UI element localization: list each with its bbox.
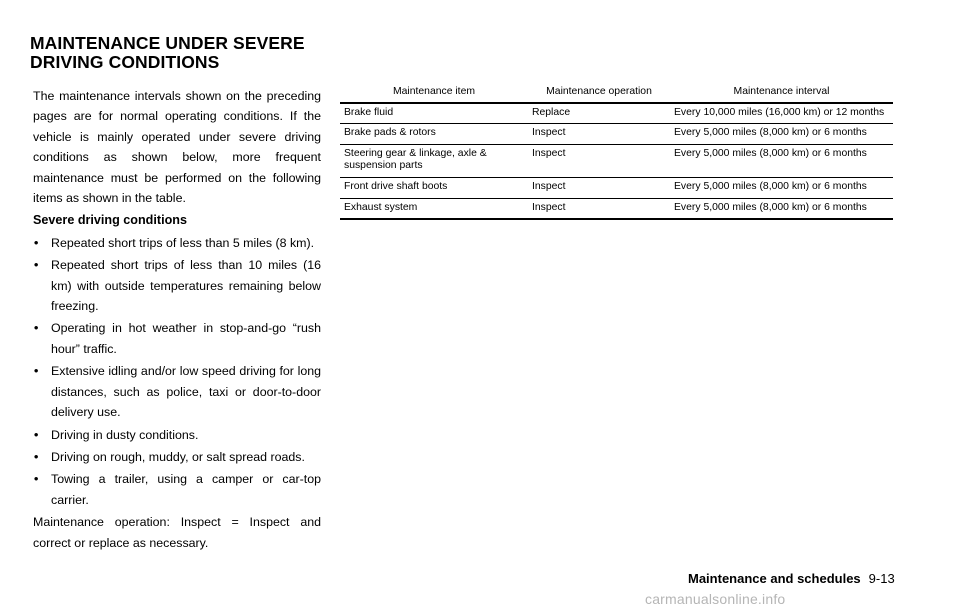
bullet-icon: •: [34, 449, 39, 464]
table-row: [340, 144, 893, 177]
table-cell-operation: Replace: [528, 103, 670, 124]
list-item-text: Driving in dusty conditions.: [51, 427, 199, 442]
section-title-line-1: MAINTENANCE UNDER SEVERE: [30, 33, 305, 53]
bullet-icon: •: [34, 364, 39, 379]
table-cell-item: Brake fluid: [340, 103, 528, 124]
bullet-icon: •: [34, 472, 39, 487]
column-header-operation: Maintenance operation: [528, 84, 670, 103]
table-cell-operation: Inspect: [528, 144, 670, 177]
bullet-icon: •: [34, 235, 39, 250]
list-item-text: Operating in hot weather in stop-and-go “rush hour” traffic.: [51, 321, 321, 356]
column-header-interval: Maintenance interval: [670, 84, 893, 103]
bullet-icon: •: [34, 427, 39, 442]
section-title: [30, 34, 350, 72]
table-cell-interval: Every 5,000 miles (8,000 km) or 6 months: [670, 144, 893, 177]
watermark: carmanualsonline.info: [645, 591, 786, 607]
table-cell-item: Front drive shaft boots: [340, 177, 528, 198]
table-cell-interval: Every 5,000 miles (8,000 km) or 6 months: [670, 198, 893, 219]
table-cell-interval: Every 5,000 miles (8,000 km) or 6 months: [670, 177, 893, 198]
list-item: [33, 255, 321, 316]
section-title-line-2: DRIVING CONDITIONS: [30, 52, 220, 72]
table-row: [340, 198, 893, 219]
column-header-item: Maintenance item: [340, 84, 528, 103]
list-item: [33, 425, 321, 445]
table-cell-interval: Every 10,000 miles (16,000 km) or 12 months: [670, 103, 893, 124]
intro-paragraph: The maintenance intervals shown on the preceding pages are for normal operating conditions. If the vehicle is mainly operated under severe driving conditions as shown below, more frequent maintenance must be performed on the following items as shown in the table.: [33, 89, 321, 206]
page-number: 9-13: [868, 571, 895, 586]
bullet-icon: •: [34, 321, 39, 336]
list-item: [33, 447, 321, 467]
list-item: [33, 469, 321, 510]
list-item-text: Driving on rough, muddy, or salt spread roads.: [51, 449, 305, 464]
list-item-text: Towing a trailer, using a camper or car-top carrier.: [51, 472, 321, 507]
table-cell-interval: Every 5,000 miles (8,000 km) or 6 months: [670, 124, 893, 145]
table-row: [340, 124, 893, 145]
table-header-row: [340, 84, 893, 103]
list-item-text: Repeated short trips of less than 10 miles (16 km) with outside temperatures remaining below freezing.: [51, 258, 321, 314]
list-item: [33, 318, 321, 359]
severe-conditions-heading: Severe driving conditions: [33, 213, 187, 228]
table-cell-operation: Inspect: [528, 198, 670, 219]
table-row: [340, 103, 893, 124]
table-cell-item: Exhaust system: [340, 198, 528, 219]
list-item: [33, 233, 321, 253]
list-item-text: Repeated short trips of less than 5 miles (8 km).: [51, 235, 315, 250]
table-cell-item: Brake pads & rotors: [340, 124, 528, 145]
body-column: [33, 86, 321, 553]
table-cell-operation: Inspect: [528, 124, 670, 145]
page-footer: [688, 571, 895, 586]
list-item: [33, 361, 321, 422]
maintenance-operation-note: Maintenance operation: Inspect = Inspect and correct or replace as necessary.: [33, 515, 321, 550]
list-item-text: Extensive idling and/or low speed driving for long distances, such as police, taxi or door-to-door delivery use.: [51, 364, 321, 420]
table-cell-item: Steering gear & linkage, axle & suspension parts: [340, 144, 528, 177]
maintenance-table: [340, 84, 893, 220]
conditions-list: [33, 233, 321, 510]
table-row: [340, 177, 893, 198]
footer-section-name: Maintenance and schedules: [688, 571, 861, 586]
table-cell-operation: Inspect: [528, 177, 670, 198]
bullet-icon: •: [34, 258, 39, 273]
